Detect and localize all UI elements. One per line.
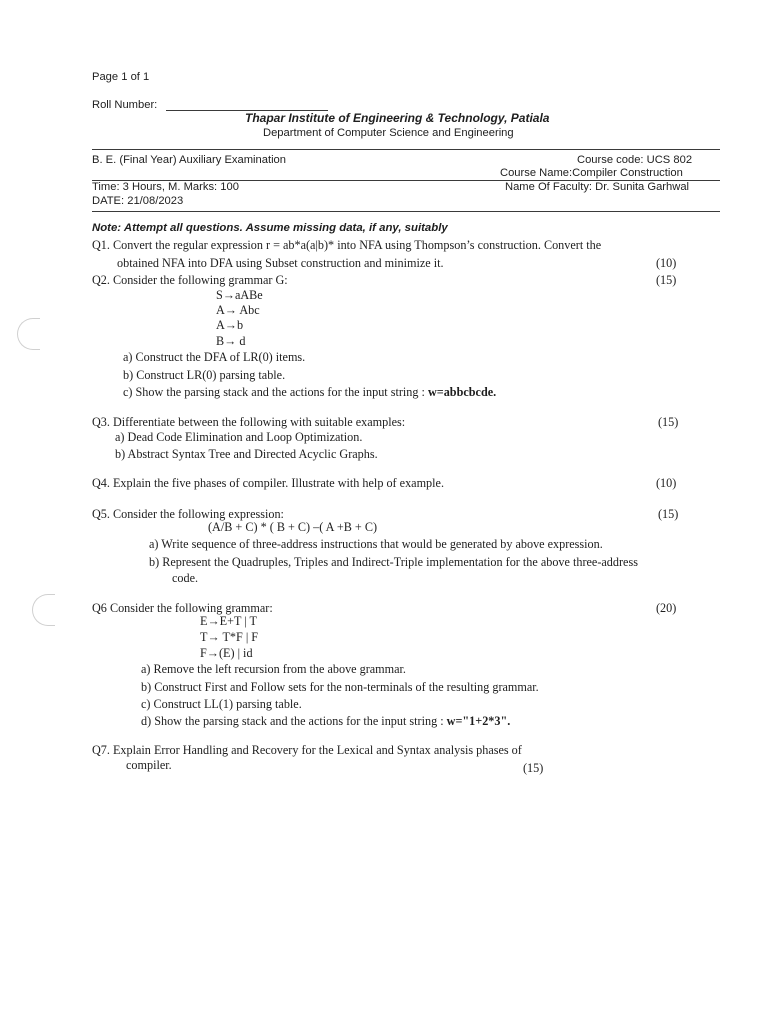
q5-part-a: a) Write sequence of three-address instructions that would be generated by above expression.	[149, 537, 603, 551]
q1-text-cont: obtained NFA into DFA using Subset construction and minimize it.	[117, 256, 444, 270]
punch-hole-mark	[17, 318, 40, 350]
q2-part-c-text: c) Show the parsing stack and the actions for the input string :	[123, 385, 428, 399]
q3-marks: (15)	[658, 415, 679, 429]
q3-part-b: b) Abstract Syntax Tree and Directed Acyclic Graphs.	[115, 447, 378, 461]
punch-hole-mark	[32, 594, 55, 626]
q7-text: Q7. Explain Error Handling and Recovery for the Lexical and Syntax analysis phases of	[92, 743, 522, 757]
q3-part-a: a) Dead Code Elimination and Loop Optimization.	[115, 430, 363, 444]
q2-input-string: w=abbcbcde.	[427, 385, 497, 399]
q1-text: Q1. Convert the regular expression r = ab*a(a|b)* into NFA using Thompson’s construction. Convert the	[92, 238, 602, 252]
q7-marks: (15)	[523, 761, 544, 775]
course-name: Course Name:Compiler Construction	[500, 167, 683, 179]
roll-number-label: Roll Number:	[92, 99, 158, 111]
q6-production: T→ T*F | F	[200, 630, 259, 644]
q6-part-b: b) Construct First and Follow sets for the non-terminals of the resulting grammar.	[141, 680, 539, 694]
q6-marks: (20)	[656, 601, 677, 615]
header-bottom-rule	[92, 211, 720, 212]
q6-production: F→(E) | id	[200, 646, 253, 660]
q7-text-cont: compiler.	[126, 758, 172, 772]
q4-text: Q4. Explain the five phases of compiler. Illustrate with help of example.	[92, 476, 444, 490]
time-marks: Time: 3 Hours, M. Marks: 100	[92, 181, 239, 193]
faculty-name: Name Of Faculty: Dr. Sunita Garhwal	[505, 181, 690, 193]
q2-production: A→ Abc	[216, 303, 260, 317]
q5-part-b-cont: code.	[172, 571, 199, 585]
q2-part-a: a) Construct the DFA of LR(0) items.	[123, 350, 306, 364]
q2-production: S→aABe	[216, 288, 263, 302]
q6-input-string: w="1+2*3".	[446, 714, 511, 728]
institute-name: Thapar Institute of Engineering & Technology, Patiala	[245, 111, 550, 125]
header-top-rule	[92, 149, 720, 150]
q5-text: Q5. Consider the following expression:	[92, 507, 284, 521]
q6-part-c: c) Construct LL(1) parsing table.	[141, 697, 302, 711]
q6-part-d-text: d) Show the parsing stack and the actions for the input string :	[141, 714, 447, 728]
q6-text: Q6 Consider the following grammar:	[92, 601, 273, 615]
course-code: Course code: UCS 802	[577, 154, 693, 166]
q4-marks: (10)	[656, 476, 677, 490]
q5-expression: (A/B + C) * ( B + C) –( A +B + C)	[208, 520, 378, 534]
q5-part-b: b) Represent the Quadruples, Triples and Indirect-Triple implementation for the above three-address	[149, 555, 638, 569]
q6-part-a: a) Remove the left recursion from the above grammar.	[141, 662, 406, 676]
page-number: Page 1 of 1	[92, 71, 150, 83]
q2-text: Q2. Consider the following grammar G:	[92, 273, 288, 287]
exam-title: B. E. (Final Year) Auxiliary Examination	[92, 154, 287, 166]
exam-date: DATE: 21/08/2023	[92, 195, 184, 207]
q2-production: B→ d	[216, 334, 246, 348]
q3-text: Q3. Differentiate between the following with suitable examples:	[92, 415, 406, 429]
q2-production: A→b	[216, 318, 244, 332]
department-name: Department of Computer Science and Engineering	[263, 127, 514, 139]
q6-part-d	[141, 714, 510, 729]
q5-marks: (15)	[658, 507, 679, 521]
q2-part-c	[123, 385, 496, 400]
q2-part-b: b) Construct LR(0) parsing table.	[123, 368, 286, 382]
q6-production: E→E+T | T	[200, 614, 257, 628]
instructions-note: Note: Attempt all questions. Assume missing data, if any, suitably	[92, 222, 448, 234]
q1-marks: (10)	[656, 256, 677, 270]
q2-marks: (15)	[656, 273, 677, 287]
